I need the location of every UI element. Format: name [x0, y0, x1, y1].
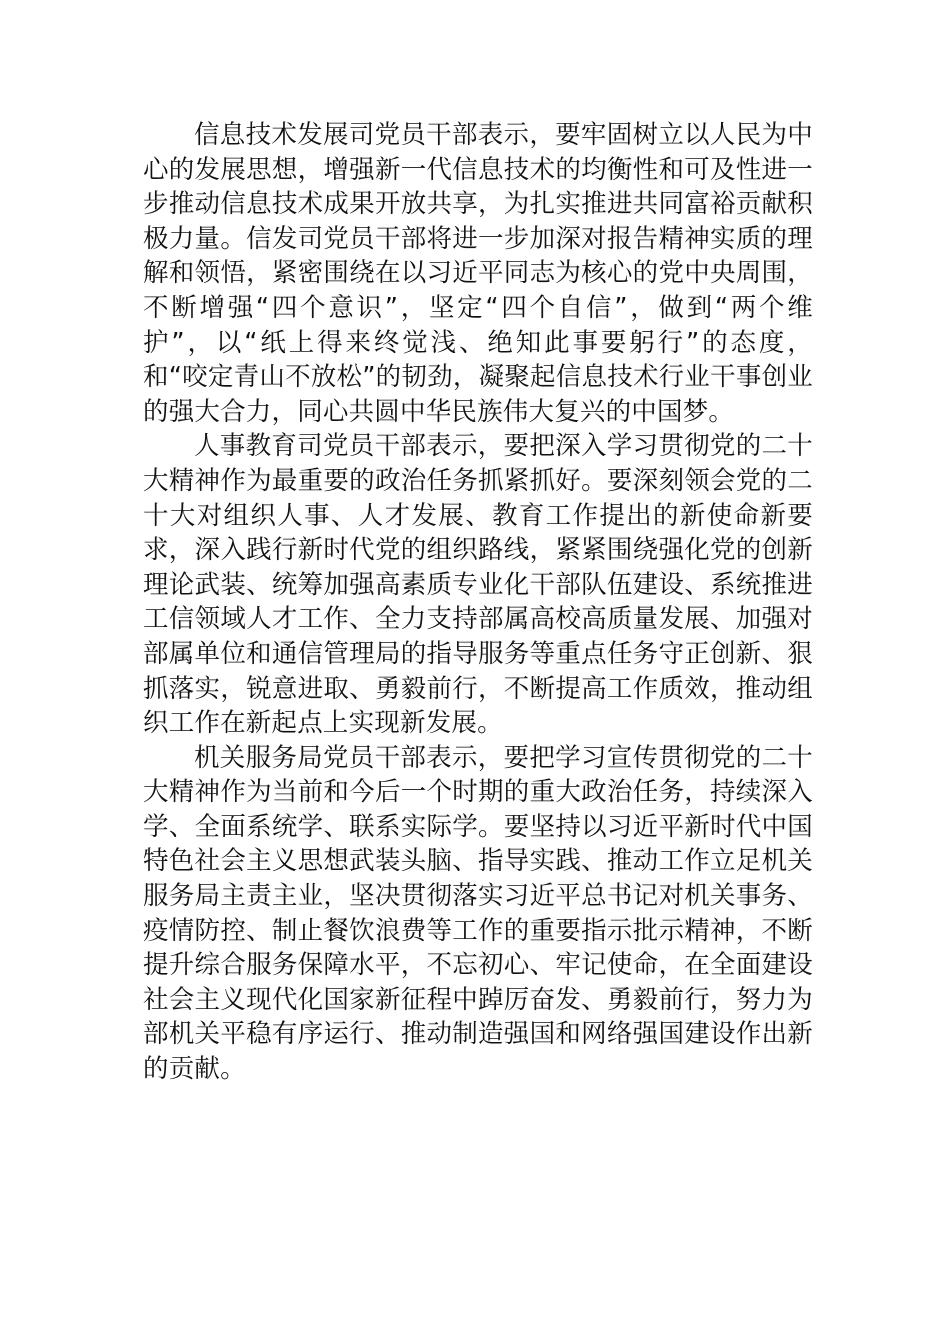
paragraph-information-technology-department: 信息技术发展司党员干部表示，要牢固树立以人民为中心的发展思想，增强新一代信息技术的均衡性和可及性进一步推动信息技术成果开放共享，为扎实推进共同富裕贡献积极力量。信发司党员干部将进一步加深对报告精神实质的理解和领悟，紧密围绕在以习近平同志为核心的党中央周围，不断增强“四个意识”，坚定“四个自信”，做到“两个维护”，以“纸上得来终觉浅、绝知此事要躬行”的态度，和“咬定青山不放松”的韧劲，凝聚起信息技术行业干事创业的强大合力，同心共圆中华民族伟大复兴的中国梦。: [143, 120, 813, 427]
document-body: [143, 118, 813, 1087]
paragraph-personnel-education-department: 人事教育司党员干部表示，要把深入学习贯彻党的二十大精神作为最重要的政治任务抓紧抓好。要深刻领会党的二十大对组织人事、人才发展、教育工作提出的新使命新要求，深入践行新时代党的组织路线，紧紧围绕强化党的创新理论武装、统筹加强高素质专业化干部队伍建设、系统推进工信领域人才工作、全力支持部属高校高质量发展、加强对部属单位和通信管理局的指导服务等重点任务守正创新、狠抓落实，锐意进取、勇毅前行，不断提高工作质效，推动组织工作在新起点上实现新发展。: [143, 431, 813, 739]
paragraph-office-services-bureau: 机关服务局党员干部表示，要把学习宣传贯彻党的二十大精神作为当前和今后一个时期的重大政治任务，持续深入学、全面系统学、联系实际学。要坚持以习近平新时代中国特色社会主义思想武装头脑、指导实践、推动工作立足机关服务局主责主业，坚决贯彻落实习近平总书记对机关事务、疫情防控、制止餐饮浪费等工作的重要指示批示精神，不断提升综合服务保障水平，不忘初心、牢记使命，在全面建设社会主义现代化国家新征程中踔厉奋发、勇毅前行，努力为部机关平稳有序运行、推动制造强国和网络强国建设作出新的贡献。: [143, 742, 813, 1085]
